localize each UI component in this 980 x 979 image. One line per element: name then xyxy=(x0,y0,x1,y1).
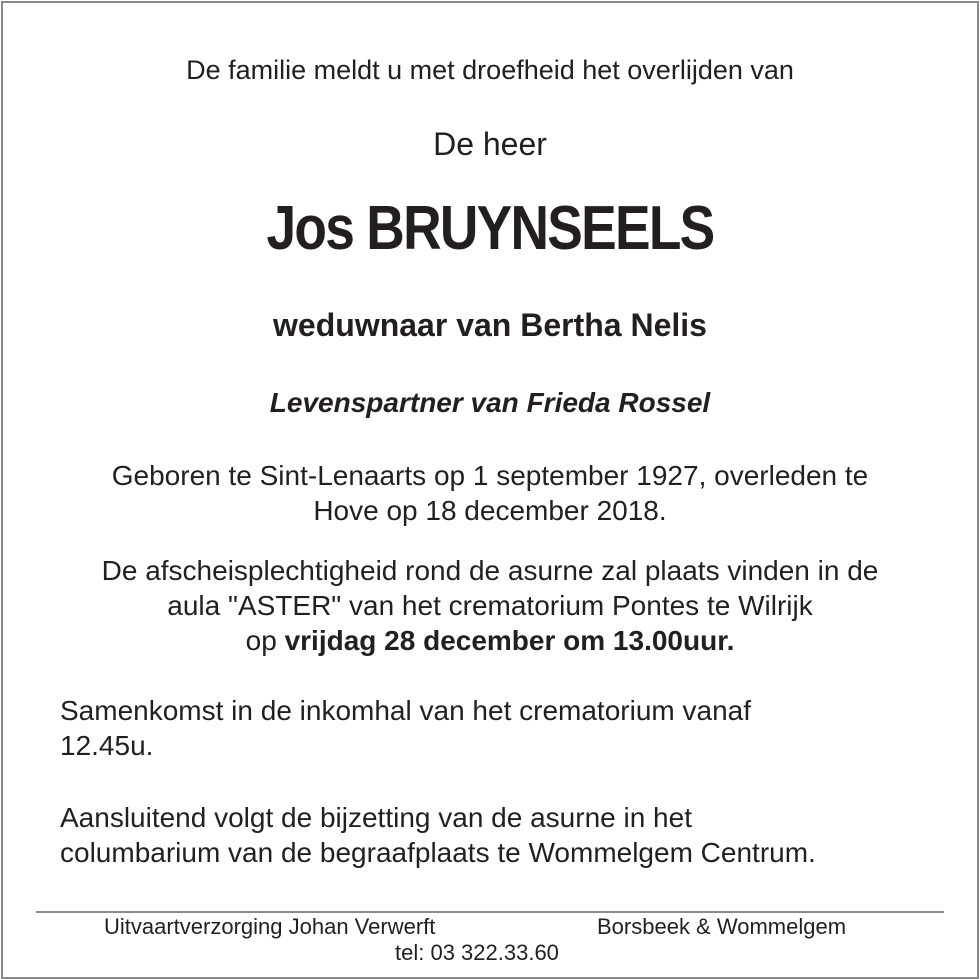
funeral-home-name: Uitvaartverzorging Johan Verwerft xyxy=(104,914,436,939)
gathering-line-2: 12.45u. xyxy=(60,730,154,761)
ceremony-paragraph xyxy=(0,553,980,658)
widower-text: weduwnaar van Bertha Nelis xyxy=(273,307,707,343)
title-text: De heer xyxy=(433,126,547,162)
ceremony-date-prefix: op xyxy=(245,625,285,656)
gathering-paragraph xyxy=(60,693,751,763)
gathering-line-1: Samenkomst in de inkomhal van het crematorium vanaf xyxy=(60,695,751,726)
birth-death-paragraph xyxy=(0,458,980,528)
birth-death-line-1: Geboren te Sint-Lenaarts op 1 september 1927, overleden te xyxy=(111,460,869,491)
ceremony-date: vrijdag 28 december om 13.00uur. xyxy=(284,625,735,656)
partner-text: Levenspartner van Frieda Rossel xyxy=(269,387,711,418)
ceremony-line-2: aula "ASTER" van het crematorium Pontes te Wilrijk xyxy=(167,590,813,621)
birth-death-line-2: Hove op 18 december 2018. xyxy=(313,495,667,526)
funeral-home-phone: tel: 03 322.33.60 xyxy=(395,940,559,965)
burial-paragraph xyxy=(60,800,816,870)
intro-text: De familie meldt u met droefheid het overlijden van xyxy=(186,55,794,85)
burial-line-1: Aansluitend volgt de bijzetting van de asurne in het xyxy=(60,802,692,833)
ceremony-line-1: De afscheisplechtigheid rond de asurne zal plaats vinden in de xyxy=(101,555,879,586)
burial-line-2: columbarium van de begraafplaats te Wommelgem Centrum. xyxy=(60,837,816,868)
funeral-home-location: Borsbeek & Wommelgem xyxy=(597,914,847,939)
deceased-name: Jos BRUYNSEELS xyxy=(266,194,714,263)
ceremony-line-3 xyxy=(0,623,980,658)
footer-divider xyxy=(36,911,944,913)
